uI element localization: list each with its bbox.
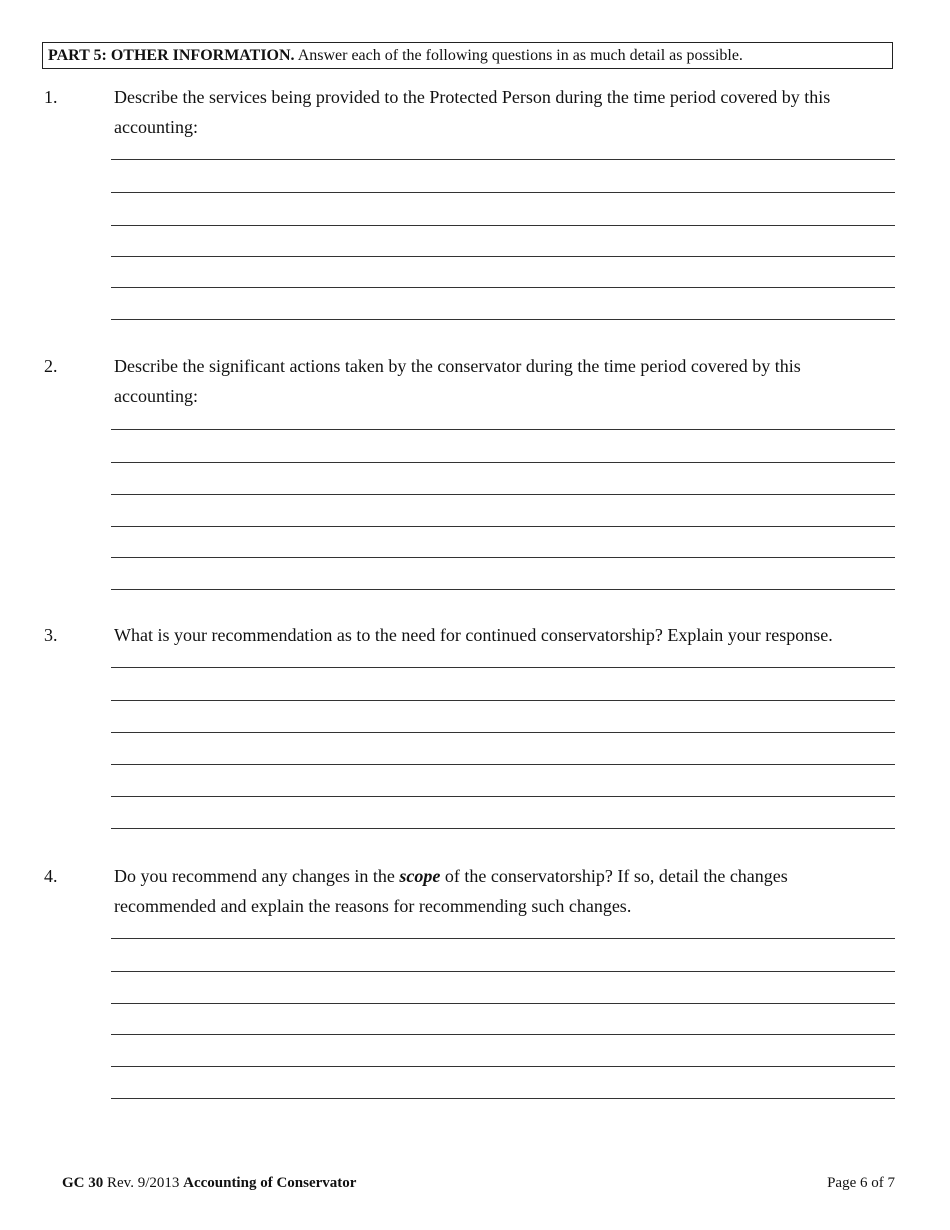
form-code: GC 30: [62, 1175, 104, 1191]
answer-line[interactable]: [111, 938, 895, 939]
answer-line[interactable]: [111, 462, 895, 463]
scope-emphasis: scope: [399, 866, 441, 886]
section-instructions: Answer each of the following questions in as much detail as possible.: [297, 47, 743, 64]
page-number: Page 6 of 7: [827, 1175, 895, 1191]
question-text-after: of the conservatorship? If so, detail the changes recommended and explain the reasons for recommending such changes.: [114, 866, 788, 916]
answer-line[interactable]: [111, 526, 895, 527]
answer-line[interactable]: [111, 1003, 895, 1004]
question-text: [114, 861, 884, 921]
question-text: Describe the services being provided to the Protected Person during the time period covered by this accounting:: [114, 87, 831, 137]
answer-line[interactable]: [111, 971, 895, 972]
answer-line[interactable]: [111, 1066, 895, 1067]
answer-line[interactable]: [111, 1034, 895, 1035]
question-text: What is your recommendation as to the need for continued conservatorship? Explain your response.: [114, 625, 833, 645]
answer-line[interactable]: [111, 287, 895, 288]
question-text: Describe the significant actions taken by the conservator during the time period covered by this accounting:: [114, 356, 801, 406]
answer-line[interactable]: [111, 256, 895, 257]
section-header: [42, 42, 893, 69]
answer-line[interactable]: [111, 429, 895, 430]
answer-line[interactable]: [111, 557, 895, 558]
footer-form-info: [62, 1173, 356, 1193]
answer-line[interactable]: [111, 319, 895, 320]
answer-line[interactable]: [111, 828, 895, 829]
answer-line[interactable]: [111, 796, 895, 797]
answer-line[interactable]: [111, 494, 895, 495]
answer-line[interactable]: [111, 667, 895, 668]
question-number: 4.: [44, 866, 58, 886]
question-number: 2.: [44, 356, 58, 376]
form-revision: Rev. 9/2013: [107, 1175, 180, 1191]
answer-line[interactable]: [111, 159, 895, 160]
answer-line[interactable]: [111, 192, 895, 193]
question-text-before: Do you recommend any changes in the: [114, 866, 395, 886]
answer-line[interactable]: [111, 589, 895, 590]
answer-line[interactable]: [111, 732, 895, 733]
form-title: Accounting of Conservator: [183, 1175, 357, 1191]
answer-line[interactable]: [111, 1098, 895, 1099]
answer-line[interactable]: [111, 700, 895, 701]
section-title: PART 5: OTHER INFORMATION.: [48, 47, 295, 64]
answer-line[interactable]: [111, 225, 895, 226]
question-number: 3.: [44, 625, 58, 645]
question-number: 1.: [44, 87, 58, 107]
answer-line[interactable]: [111, 764, 895, 765]
